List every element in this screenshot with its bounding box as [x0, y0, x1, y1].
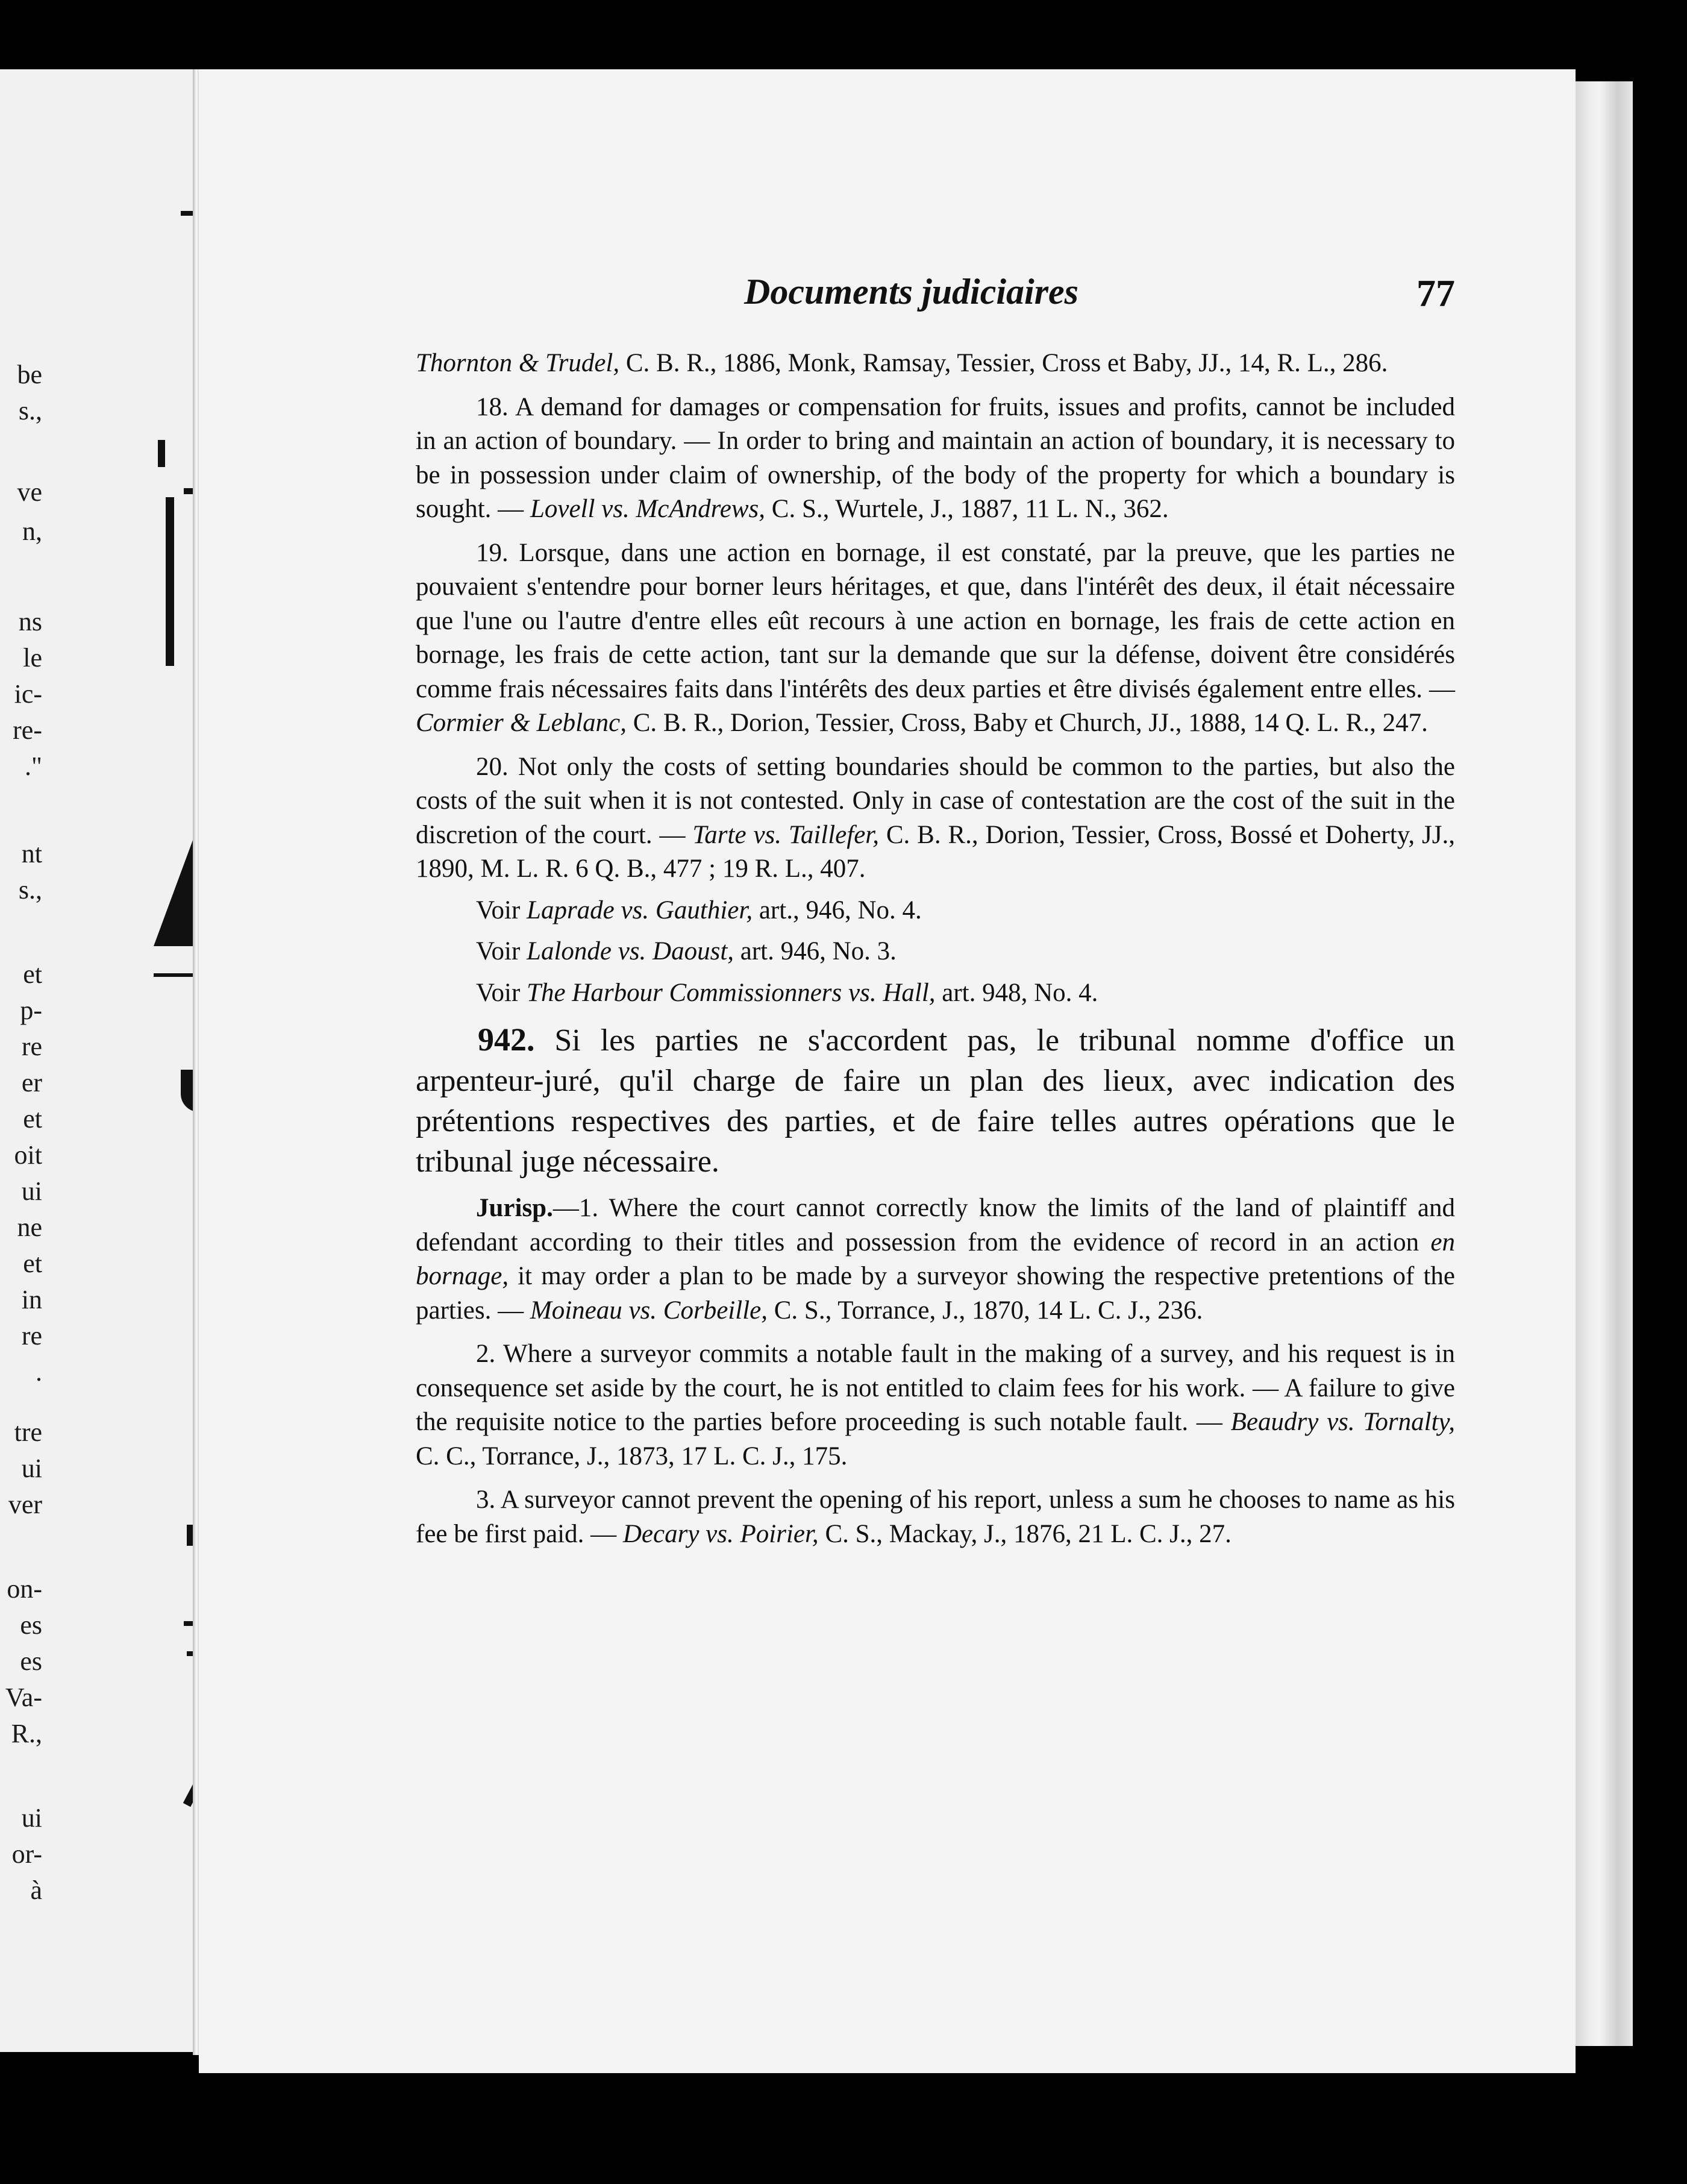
margin-fragment: et	[23, 1104, 42, 1134]
case-name: Lalonde vs. Daoust,	[527, 937, 734, 965]
margin-fragment: ui	[21, 1454, 42, 1483]
page-number: 77	[1416, 272, 1455, 315]
case-name: Tarte vs. Taillefer,	[692, 820, 880, 849]
margin-fragment: re-	[13, 715, 42, 745]
voir-label: Voir	[476, 978, 527, 1007]
paragraph-text: 18. A demand for damages or compensation for fruits, issues and profits, cannot be included in an action of boundary. — In order to bring and maintain an action of boundary, it is necessary to be in possession under claim of ownership, of the body of the property for which a boundary is sought. —	[416, 392, 1455, 523]
cross-reference-2	[416, 935, 1455, 969]
margin-fragment: es	[20, 1646, 42, 1676]
margin-fragment: R.,	[11, 1719, 42, 1748]
case-name: Cormier & Leblanc,	[416, 709, 627, 737]
binding-mark	[184, 1621, 193, 1626]
citation: C. S., Mackay, J., 1876, 21 L. C. J., 27.	[818, 1519, 1232, 1548]
case-name: Lovell vs. McAndrews,	[530, 495, 766, 523]
running-head: Documents judiciaires	[744, 272, 1079, 312]
paragraph-text: 20. Not only the costs of setting boundaries should be common to the parties, but also the costs of the suit when it is not contested. Only in case of contestation are the cost of the suit in the discretion of the court. —	[416, 752, 1455, 849]
margin-fragment: ver	[8, 1490, 42, 1519]
margin-fragment: ne	[17, 1213, 42, 1242]
margin-fragment: ic-	[14, 679, 42, 709]
facing-page	[0, 69, 193, 2052]
paragraph-text: 2. Where a surveyor commits a notable fault in the making of a survey, and his request is in consequence set aside by the court, he is not entitled to claim fees for his work. — A failure to give the requisite notice to the parties before proceeding is such notable fault. —	[416, 1340, 1455, 1436]
voir-label: Voir	[476, 937, 527, 965]
article-number: 942.	[478, 1021, 535, 1058]
paragraph-text: it may order a plan to be made by a surveyor showing the respective pretentions of the parties. —	[416, 1262, 1455, 1325]
page-edge	[1576, 81, 1633, 2046]
margin-fragment: re	[21, 1032, 42, 1061]
margin-fragment: le	[23, 643, 42, 673]
margin-fragment: et	[23, 1249, 42, 1278]
citation: C. C., Torrance, J., 1873, 17 L. C. J., 175.	[416, 1442, 848, 1470]
citation: art. 948, No. 4.	[935, 978, 1098, 1007]
margin-fragment: .	[36, 1357, 42, 1387]
jurisprudence-1	[416, 1191, 1455, 1328]
paragraph-18	[416, 391, 1455, 527]
citation: C. S., Torrance, J., 1870, 14 L. C. J., 236.	[767, 1296, 1203, 1325]
article-942	[416, 1020, 1455, 1182]
margin-fragment: ve	[17, 477, 42, 507]
margin-fragment: p-	[20, 996, 42, 1025]
margin-fragment: in	[21, 1285, 42, 1314]
margin-fragment: ui	[21, 1803, 42, 1833]
binding-mark	[187, 1525, 193, 1546]
margin-fragment: à	[30, 1875, 42, 1905]
binding-mark	[154, 973, 193, 977]
margin-fragment: ui	[21, 1176, 42, 1206]
case-name: Decary vs. Poirier,	[622, 1519, 819, 1548]
margin-fragment: s.,	[18, 875, 42, 905]
page-header	[744, 271, 1455, 319]
italic-term: en bornage,	[416, 1228, 1455, 1290]
citation: C. B. R., Dorion, Tessier, Cross, Baby et Church, JJ., 1888, 14 Q. L. R., 247.	[626, 709, 1428, 737]
margin-fragment: on-	[7, 1574, 42, 1604]
margin-fragment: tre	[14, 1417, 42, 1447]
margin-fragment: s.,	[18, 396, 42, 425]
binding-mark	[187, 1651, 193, 1656]
citation: art. 946, No. 3.	[734, 937, 897, 965]
binding-mark	[181, 1070, 193, 1112]
margin-fragment: ."	[25, 752, 42, 781]
case-name: The Harbour Commissionners vs. Hall,	[527, 978, 936, 1007]
margin-fragment: es	[20, 1610, 42, 1640]
case-name: Laprade vs. Gauthier,	[527, 896, 753, 924]
citation: C. B. R., Dorion, Tessier, Cross, Bossé et Doherty, JJ., 1890, M. L. R. 6 Q. B., 477 ; 19 R. L., 407.	[416, 820, 1455, 883]
margin-fragment: re	[21, 1321, 42, 1351]
paragraph-20	[416, 750, 1455, 886]
jurisprudence-2	[416, 1337, 1455, 1473]
voir-label: Voir	[476, 896, 527, 924]
margin-fragment: or-	[11, 1839, 42, 1869]
paragraph-text: 3. A surveyor cannot prevent the opening of his report, unless a sum he chooses to name as his fee be first paid. —	[416, 1486, 1455, 1548]
paragraph-text: 19. Lorsque, dans une action en bornage, il est constaté, par la preuve, que les parties ne pouvaient s'entendre pour borner leurs héritages, et que, dans l'intérêt des deux, il était nécessaire que l'une ou l'autre d'entre elles eût recours à une action en bornage, les frais de cette action en bornage, les frais de cette action, tant sur la demande que sur la défense, doivent être considérés comme frais nécessaires faits dans l'intérêts des deux parties et être divisés également entre elles. —	[416, 538, 1455, 703]
margin-fragment: be	[17, 360, 42, 389]
page-body	[416, 347, 1455, 1551]
jurisprudence-3	[416, 1483, 1455, 1551]
citation: C. S., Wurtele, J., 1887, 11 L. N., 362.	[765, 495, 1169, 523]
margin-fragment: ns	[18, 607, 42, 636]
jurisp-label: Jurisp.	[476, 1194, 553, 1222]
citation: C. B. R., 1886, Monk, Ramsay, Tessier, Cross et Baby, JJ., 14, R. L., 286.	[619, 349, 1388, 377]
binding-mark	[184, 488, 193, 494]
case-name: Thornton & Trudel,	[416, 349, 620, 377]
cross-reference-1	[416, 894, 1455, 928]
margin-fragment: oit	[14, 1140, 42, 1170]
binding-mark	[166, 497, 174, 666]
paragraph-text: —1. Where the court cannot correctly know the limits of the land of plaintiff and defendant according to their titles and possession from the evidence of record in an action	[416, 1194, 1455, 1257]
margin-fragment: et	[23, 959, 42, 989]
binding-mark	[158, 440, 165, 467]
citation: art., 946, No. 4.	[753, 896, 922, 924]
margin-fragment: Va-	[5, 1683, 42, 1712]
margin-fragment: n,	[22, 516, 42, 546]
cross-reference-3	[416, 976, 1455, 1011]
article-text: Si les parties ne s'accordent pas, le tribunal nomme d'office un arpenteur-juré, qu'il charge de faire un plan des lieux, avec indication des prétentions respectives des parties, et de faire telles autres opérations que le tribunal juge nécessaire.	[416, 1023, 1455, 1179]
paragraph-19	[416, 536, 1455, 741]
binding-mark	[181, 211, 193, 216]
margin-fragment: nt	[21, 839, 42, 868]
case-name: Moineau vs. Corbeille,	[530, 1296, 768, 1325]
case-name: Beaudry vs. Tornalty,	[1230, 1408, 1455, 1436]
paragraph-17-continued	[416, 347, 1455, 381]
margin-fragment: er	[21, 1068, 42, 1097]
